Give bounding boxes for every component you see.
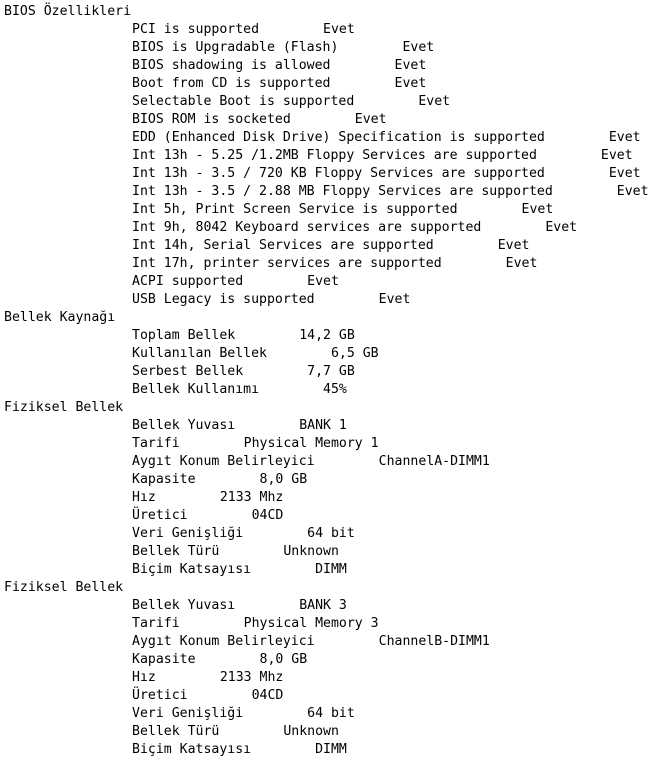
property-row bbox=[4, 75, 658, 93]
property-label: Selectable Boot is supported bbox=[132, 94, 355, 109]
property-row bbox=[4, 129, 658, 147]
property-value: Evet bbox=[323, 22, 355, 37]
property-value: Evet bbox=[545, 220, 578, 235]
property-label: Boot from CD is supported bbox=[132, 76, 331, 91]
property-label: Aygıt Konum Belirleyici bbox=[132, 634, 315, 649]
property-row bbox=[4, 111, 658, 129]
property-row bbox=[4, 219, 658, 237]
property-label: ACPI supported bbox=[132, 274, 244, 289]
property-row bbox=[4, 615, 658, 633]
property-row bbox=[4, 687, 658, 705]
property-row bbox=[4, 147, 658, 165]
property-row bbox=[4, 705, 658, 723]
property-label: Üretici bbox=[132, 508, 188, 523]
property-label: BIOS shadowing is allowed bbox=[132, 58, 331, 73]
property-value: Evet bbox=[505, 256, 538, 271]
property-row bbox=[4, 381, 658, 399]
property-value: Evet bbox=[307, 274, 339, 289]
property-label: Biçim Katsayısı bbox=[132, 742, 252, 757]
section-title: BIOS Özellikleri bbox=[4, 4, 132, 19]
property-value: 14,2 GB bbox=[299, 328, 355, 343]
property-row bbox=[4, 741, 658, 759]
property-value: Evet bbox=[616, 184, 649, 199]
property-row bbox=[4, 597, 658, 615]
property-row bbox=[4, 291, 658, 309]
property-row bbox=[4, 471, 658, 489]
section-title: Fiziksel Bellek bbox=[4, 400, 124, 415]
property-row bbox=[4, 453, 658, 471]
property-row bbox=[4, 183, 658, 201]
property-value: DIMM bbox=[315, 742, 347, 757]
property-value: Unknown bbox=[283, 724, 339, 739]
property-label: Bellek Yuvası bbox=[132, 418, 236, 433]
property-row bbox=[4, 201, 658, 219]
property-label: Int 9h, 8042 Keyboard services are supported bbox=[132, 220, 482, 235]
property-value: Evet bbox=[402, 40, 435, 55]
property-value: Unknown bbox=[283, 544, 339, 559]
property-row bbox=[4, 39, 658, 57]
property-label: USB Legacy is supported bbox=[132, 292, 315, 307]
property-value: Evet bbox=[378, 292, 411, 307]
property-row bbox=[4, 237, 658, 255]
property-label: Toplam Bellek bbox=[132, 328, 236, 343]
property-value: Evet bbox=[608, 130, 641, 145]
property-value: Evet bbox=[608, 166, 641, 181]
property-row bbox=[4, 255, 658, 273]
property-label: Bellek Kullanımı bbox=[132, 382, 260, 397]
property-label: Hız bbox=[132, 670, 156, 685]
property-label: Int 13h - 5.25 /1.2MB Floppy Services are supported bbox=[132, 148, 537, 163]
system-info-report bbox=[4, 3, 658, 759]
property-value: Physical Memory 3 bbox=[243, 616, 379, 631]
property-row bbox=[4, 633, 658, 651]
property-value: 6,5 GB bbox=[330, 346, 379, 361]
property-row bbox=[4, 363, 658, 381]
property-row bbox=[4, 723, 658, 741]
property-label: Aygıt Konum Belirleyici bbox=[132, 454, 315, 469]
property-label: Int 13h - 3.5 / 2.88 MB Floppy Services are supported bbox=[132, 184, 553, 199]
property-value: BANK 3 bbox=[299, 598, 347, 613]
property-value: Evet bbox=[521, 202, 554, 217]
property-label: Biçim Katsayısı bbox=[132, 562, 252, 577]
property-row bbox=[4, 669, 658, 687]
property-label: Kullanılan Bellek bbox=[132, 346, 267, 361]
property-row bbox=[4, 21, 658, 39]
property-value: Evet bbox=[354, 112, 387, 127]
property-value: Evet bbox=[600, 148, 633, 163]
property-row bbox=[4, 165, 658, 183]
property-label: Serbest Bellek bbox=[132, 364, 244, 379]
property-label: Hız bbox=[132, 490, 156, 505]
property-value: DIMM bbox=[315, 562, 347, 577]
property-label: Bellek Türü bbox=[132, 724, 220, 739]
property-value: 8,0 GB bbox=[259, 652, 308, 667]
property-label: Int 13h - 3.5 / 720 KB Floppy Services are supported bbox=[132, 166, 545, 181]
property-row bbox=[4, 525, 658, 543]
property-label: Veri Genişliği bbox=[132, 526, 244, 541]
property-row bbox=[4, 57, 658, 75]
property-row bbox=[4, 543, 658, 561]
property-label: Kapasite bbox=[132, 472, 196, 487]
property-label: Üretici bbox=[132, 688, 188, 703]
property-value: 04CD bbox=[251, 688, 284, 703]
property-row bbox=[4, 417, 658, 435]
property-value: 64 bit bbox=[307, 526, 355, 541]
property-label: PCI is supported bbox=[132, 22, 260, 37]
property-label: Int 5h, Print Screen Service is supported bbox=[132, 202, 458, 217]
property-label: Int 14h, Serial Services are supported bbox=[132, 238, 434, 253]
property-label: Tarifi bbox=[132, 616, 180, 631]
property-label: Bellek Yuvası bbox=[132, 598, 236, 613]
property-label: BIOS ROM is socketed bbox=[132, 112, 291, 127]
property-value: 64 bit bbox=[307, 706, 355, 721]
property-row bbox=[4, 327, 658, 345]
property-value: 45% bbox=[323, 382, 347, 397]
property-label: Kapasite bbox=[132, 652, 196, 667]
property-value: Evet bbox=[394, 76, 427, 91]
property-value: Physical Memory 1 bbox=[243, 436, 379, 451]
property-row bbox=[4, 651, 658, 669]
property-label: BIOS is Upgradable (Flash) bbox=[132, 40, 339, 55]
property-value: 2133 Mhz bbox=[219, 490, 284, 505]
section-title: Fiziksel Bellek bbox=[4, 580, 124, 595]
property-label: Tarifi bbox=[132, 436, 180, 451]
property-value: 2133 Mhz bbox=[219, 670, 284, 685]
property-value: ChannelB-DIMM1 bbox=[378, 634, 490, 649]
property-label: EDD (Enhanced Disk Drive) Specification is supported bbox=[132, 130, 545, 145]
property-row bbox=[4, 435, 658, 453]
property-value: BANK 1 bbox=[299, 418, 347, 433]
property-label: Int 17h, printer services are supported bbox=[132, 256, 442, 271]
property-value: Evet bbox=[497, 238, 530, 253]
section-title: Bellek Kaynağı bbox=[4, 310, 116, 325]
property-value: 04CD bbox=[251, 508, 284, 523]
property-row bbox=[4, 93, 658, 111]
property-row bbox=[4, 345, 658, 363]
property-row bbox=[4, 507, 658, 525]
property-row bbox=[4, 489, 658, 507]
property-value: Evet bbox=[418, 94, 451, 109]
property-label: Veri Genişliği bbox=[132, 706, 244, 721]
property-row bbox=[4, 561, 658, 579]
property-label: Bellek Türü bbox=[132, 544, 220, 559]
property-value: ChannelA-DIMM1 bbox=[378, 454, 490, 469]
property-value: Evet bbox=[394, 58, 427, 73]
property-row bbox=[4, 273, 658, 291]
property-value: 8,0 GB bbox=[259, 472, 308, 487]
property-value: 7,7 GB bbox=[307, 364, 355, 379]
